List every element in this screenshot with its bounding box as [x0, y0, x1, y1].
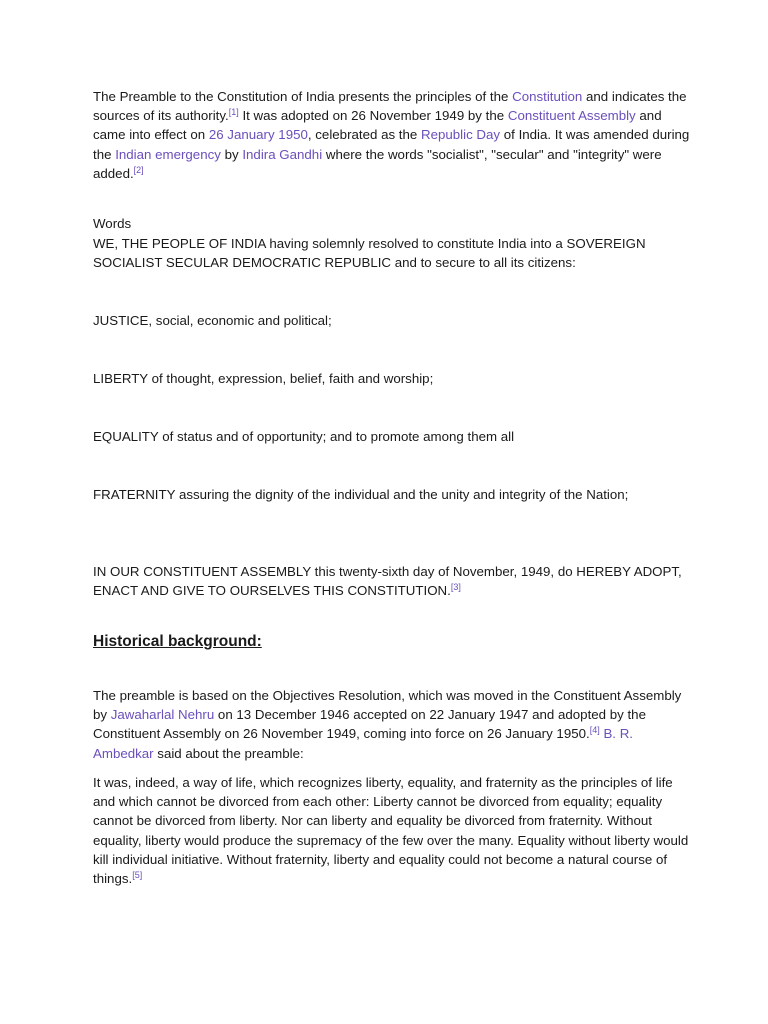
quote-text: It was, indeed, a way of life, which recognizes liberty, equality, and fraternity as the principles of life and which cannot be divorced from each other: Liberty cannot be divorced from equality; equality cannot be divorced from liberty. Nor can liberty and equality be divorced from fraternity. Without equality, liberty would produce the supremacy of the few over the many. Equality without liberty would kill individual initiative. Without fraternity, liberty and equality could not become a natural course of things.: [93, 775, 689, 887]
citation-3[interactable]: [3]: [450, 582, 461, 593]
intro-text: where the words "socialist", "secular" and "integrity" were added.: [93, 146, 662, 181]
citation-1[interactable]: [1]: [228, 107, 239, 118]
preamble-justice: JUSTICE, social, economic and political;: [93, 313, 332, 328]
intro-text: The Preamble to the Constitution of India presents the principles of the: [93, 89, 513, 104]
citation-5[interactable]: [5]: [132, 870, 143, 881]
link-constitution[interactable]: Constitution: [512, 89, 583, 104]
link-republic-day[interactable]: Republic Day: [421, 127, 501, 143]
preamble-closing: [93, 562, 693, 600]
preamble-opening: WE, THE PEOPLE OF INDIA having solemnly resolved to constitute India into a SOVEREIGN SOCIALIST SECULAR DEMOCRATIC REPUBLIC and to secure to all its citizens:: [93, 236, 646, 271]
preamble-closing-text: IN OUR CONSTITUENT ASSEMBLY this twenty-sixth day of November, 1949, do HEREBY ADOPT, ENACT AND GIVE TO OURSELVES THIS CONSTITUTION.: [93, 564, 682, 599]
intro-text: It was adopted on 26 November 1949 by the: [238, 108, 508, 124]
intro-text: and indicates the sources of its authority.: [93, 89, 687, 124]
intro-text: , celebrated as the: [307, 127, 421, 143]
link-constituent-assembly[interactable]: Constituent Assembly: [507, 108, 636, 124]
intro-text: by: [220, 146, 243, 162]
link-26-january-1950[interactable]: 26 January 1950: [208, 127, 308, 143]
preamble-fraternity: FRATERNITY assuring the dignity of the individual and the unity and integrity of the Nation;: [93, 487, 629, 502]
link-indira-gandhi[interactable]: Indira Gandhi: [242, 146, 323, 162]
history-text: The preamble is based on the Objectives Resolution, which was moved in the Constituent Assembly by: [93, 688, 682, 723]
citation-2[interactable]: [2]: [133, 164, 144, 175]
preamble-equality: EQUALITY of status and of opportunity; and to promote among them all: [93, 429, 515, 444]
ambedkar-quote: [93, 773, 693, 888]
words-label: Words: [93, 216, 132, 231]
link-indian-emergency[interactable]: Indian emergency: [115, 146, 221, 162]
section-heading: Historical background:: [93, 633, 262, 650]
intro-paragraph: [93, 87, 693, 183]
preamble-liberty: LIBERTY of thought, expression, belief, faith and worship;: [93, 371, 434, 386]
citation-4[interactable]: [4]: [589, 725, 600, 736]
history-paragraph: [93, 686, 693, 763]
history-text: on 13 December 1946 accepted on 22 January 1947 and adopted by the Constituent Assembly on 26 November 1949, coming into force on 26 January 1950.: [93, 707, 646, 742]
link-jawaharlal-nehru[interactable]: Jawaharlal Nehru: [110, 707, 215, 723]
intro-text: and came into effect on: [93, 108, 662, 143]
history-text: said about the preamble:: [153, 745, 304, 761]
intro-text: of India. It was amended during the: [93, 127, 690, 162]
link-br-ambedkar[interactable]: B. R. Ambedkar: [93, 726, 633, 761]
